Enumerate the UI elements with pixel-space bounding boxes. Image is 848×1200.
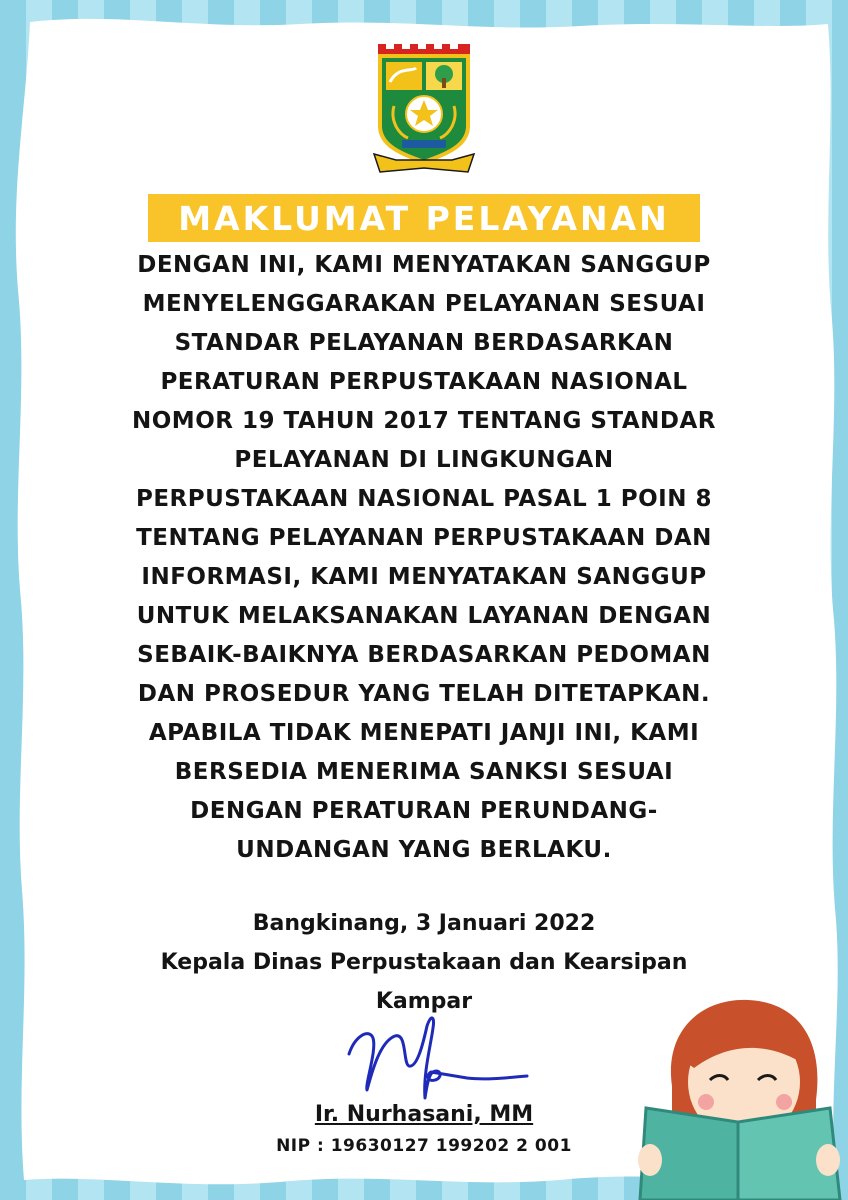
girl-reading-book-icon: [628, 990, 848, 1200]
body-line: PERPUSTAKAAN NASIONAL PASAL 1 POIN 8: [135, 486, 712, 512]
place-date: Bangkinang, 3 Januari 2022: [252, 911, 596, 936]
signer-nip: NIP : 19630127 199202 2 001: [276, 1136, 572, 1156]
handwritten-signature-icon: [335, 1014, 535, 1100]
body-line: SEBAIK-BAIKNYA BERDASARKAN PEDOMAN: [137, 642, 711, 668]
body-line: TENTANG PELAYANAN PERPUSTAKAAN DAN: [136, 525, 712, 551]
body-line: DENGAN INI, KAMI MENYATAKAN SANGGUP: [137, 252, 711, 278]
signer-name: Ir. Nurhasani, MM: [314, 1102, 534, 1127]
title-banner: [148, 194, 700, 242]
position-title-continued: Kampar: [375, 989, 473, 1014]
body-line: DENGAN PERATURAN PERUNDANG-: [190, 798, 658, 824]
body-line: APABILA TIDAK MENEPATI JANJI INI, KAMI: [148, 720, 700, 746]
body-line: PELAYANAN DI LINGKUNGAN: [234, 447, 614, 473]
body-line: DAN PROSEDUR YANG TELAH DITETAPKAN.: [137, 681, 711, 707]
body-line: STANDAR PELAYANAN BERDASARKAN: [174, 330, 674, 356]
body-line: UNTUK MELAKSANAKAN LAYANAN DENGAN: [136, 603, 712, 629]
page-title: MAKLUMAT PELAYANAN: [178, 198, 670, 238]
body-line: MENYELENGGARAKAN PELAYANAN SESUAI: [142, 291, 706, 317]
body-text: [95, 246, 753, 870]
kabupaten-kampar-emblem-icon: [372, 42, 476, 176]
position-title: Kepala Dinas Perpustakaan dan Kearsipan: [160, 950, 688, 975]
body-line: NOMOR 19 TAHUN 2017 TENTANG STANDAR: [132, 408, 716, 434]
body-line: PERATURAN PERPUSTAKAAN NASIONAL: [160, 369, 688, 395]
body-line: BERSEDIA MENERIMA SANKSI SESUAI: [174, 759, 674, 785]
body-line: UNDANGAN YANG BERLAKU.: [236, 837, 612, 863]
body-line: INFORMASI, KAMI MENYATAKAN SANGGUP: [141, 564, 707, 590]
